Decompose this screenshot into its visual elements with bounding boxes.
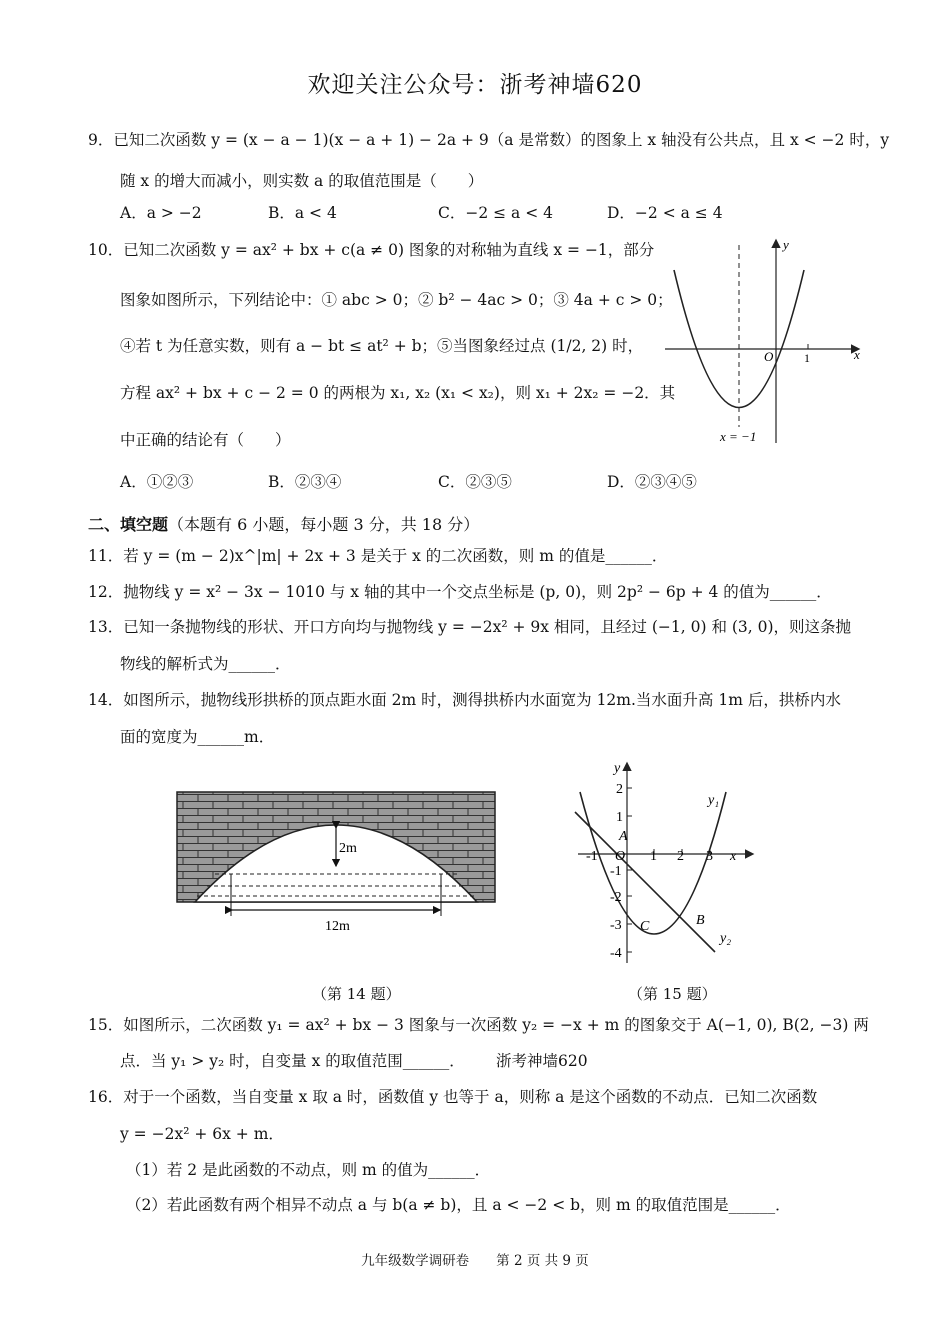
section-desc: （本题有 6 小题，每小题 3 分，共 18 分） bbox=[168, 515, 480, 534]
q9-option-d: D．−2 < a ≤ 4 bbox=[607, 204, 723, 222]
section-heading bbox=[88, 512, 479, 535]
y-tick-2: 2 bbox=[616, 782, 623, 797]
q15-caption: （第 15 题） bbox=[628, 985, 717, 1003]
q9-option-c: C．−2 ≤ a < 4 bbox=[438, 204, 553, 222]
x-axis-label: x bbox=[854, 347, 860, 362]
y-axis-label: y bbox=[614, 761, 621, 776]
y-tick-neg2: -2 bbox=[610, 890, 622, 905]
page-title: 欢迎关注公众号：浙考神墙620 bbox=[307, 72, 643, 98]
q10-line3: ④若 t 为任意实数，则有 a − bt ≤ at² + b；⑤当图象经过点 (1/2, 2) 时， bbox=[120, 337, 644, 355]
q12-text: 12．抛物线 y = x² − 3x − 1010 与 x 轴的其中一个交点坐标是 (p, 0)，则 2p² − 6p + 4 的值为______． bbox=[88, 583, 832, 601]
curve-label-y1: y₁ bbox=[708, 793, 720, 808]
y-tick-neg4: -4 bbox=[610, 946, 622, 961]
watermark: 浙考神墙620 bbox=[496, 1052, 588, 1070]
x-tick-neg1: -1 bbox=[586, 849, 598, 864]
x-tick-1: 1 bbox=[650, 849, 657, 864]
point-b-label: B bbox=[696, 913, 705, 928]
origin-label: O bbox=[764, 349, 774, 364]
q15-line2: 点．当 y₁ > y₂ 时，自变量 x 的取值范围______． bbox=[120, 1052, 465, 1070]
q13-line1: 13．已知一条抛物线的形状、开口方向均与抛物线 y = −2x² + 9x 相同，且经过 (−1, 0) 和 (3, 0)，则这条抛 bbox=[88, 618, 852, 636]
origin-label: O bbox=[615, 849, 626, 864]
tick-label: 1 bbox=[804, 351, 810, 365]
q10-option-b: B．②③④ bbox=[268, 473, 342, 491]
x-tick-3: 3 bbox=[706, 849, 713, 864]
q10-line1: 10．已知二次函数 y = ax² + bx + c(a ≠ 0) 图象的对称轴为直线 x = −1，部分 bbox=[88, 241, 655, 259]
section-title: 二、填空题 bbox=[88, 515, 169, 534]
q10-line2: 图象如图所示，下列结论中：① abc > 0；② b² − 4ac > 0；③ 4a + c > 0； bbox=[120, 291, 673, 309]
q13-line2: 物线的解析式为______． bbox=[120, 655, 291, 673]
q16-sub1: （1）若 2 是此函数的不动点，则 m 的值为______． bbox=[126, 1161, 491, 1179]
x-axis-label: x bbox=[730, 849, 737, 864]
q10-line4: 方程 ax² + bx + c − 2 = 0 的两根为 x₁, x₂ (x₁ < x₂)，则 x₁ + 2x₂ = −2．其 bbox=[120, 384, 676, 402]
q9-line1: 9．已知二次函数 y = (x − a − 1)(x − a + 1) − 2a + 9（a 是常数）的图象上 x 轴没有公共点，且 x < −2 时，y bbox=[88, 131, 890, 149]
q15-graph bbox=[570, 758, 760, 970]
page-footer: 九年级数学调研卷 第 2 页 共 9 页 bbox=[361, 1253, 589, 1269]
q16-line2: y = −2x² + 6x + m． bbox=[120, 1125, 284, 1143]
y-tick-neg1: -1 bbox=[610, 864, 622, 879]
y-tick-neg3: -3 bbox=[610, 918, 622, 933]
q9-option-a: A．a > −2 bbox=[120, 204, 202, 222]
q9-line2: 随 x 的增大而减小，则实数 a 的取值范围是（ ） bbox=[120, 172, 484, 190]
q9-option-b: B．a < 4 bbox=[268, 204, 337, 222]
point-c-label: C bbox=[640, 919, 650, 934]
q10-parabola-graph bbox=[660, 235, 870, 450]
line-label-y2: y₂ bbox=[720, 931, 732, 946]
q11-text: 11．若 y = (m − 2)x^|m| + 2x + 3 是关于 x 的二次函数，则 m 的值是______． bbox=[88, 547, 668, 565]
q16-line1: 16．对于一个函数，当自变量 x 取 a 时，函数值 y 也等于 a，则称 a 是这个函数的不动点．已知二次函数 bbox=[88, 1088, 818, 1106]
q14-line1: 14．如图所示，抛物线形拱桥的顶点距水面 2m 时，测得拱桥内水面宽为 12m.当水面升高 1m 后，拱桥内水 bbox=[88, 691, 841, 709]
q10-option-c: C．②③⑤ bbox=[438, 473, 512, 491]
q15-line1: 15．如图所示，二次函数 y₁ = ax² + bx − 3 图象与一次函数 y₂ = −x + m 的图象交于 A(−1, 0), B(2, −3) 两 bbox=[88, 1016, 869, 1034]
x-tick-2: 2 bbox=[677, 849, 684, 864]
width-label: 12m bbox=[325, 919, 350, 934]
bridge-figure bbox=[175, 788, 497, 948]
point-a-label: A bbox=[619, 829, 628, 844]
y-tick-1: 1 bbox=[616, 810, 623, 825]
y-axis-label: y bbox=[783, 237, 789, 252]
q16-sub2: （2）若此函数有两个相异不动点 a 与 b(a ≠ b)，且 a < −2 < b，则 m 的取值范围是______． bbox=[126, 1196, 791, 1214]
symmetry-axis-label: x = −1 bbox=[720, 429, 757, 444]
q14-caption: （第 14 题） bbox=[312, 985, 401, 1003]
q10-option-d: D．②③④⑤ bbox=[607, 473, 697, 491]
q10-option-a: A．①②③ bbox=[120, 473, 194, 491]
q14-line2: 面的宽度为______m． bbox=[120, 728, 275, 746]
height-label: 2m bbox=[339, 841, 357, 856]
q10-line5: 中正确的结论有（ ） bbox=[120, 431, 291, 449]
